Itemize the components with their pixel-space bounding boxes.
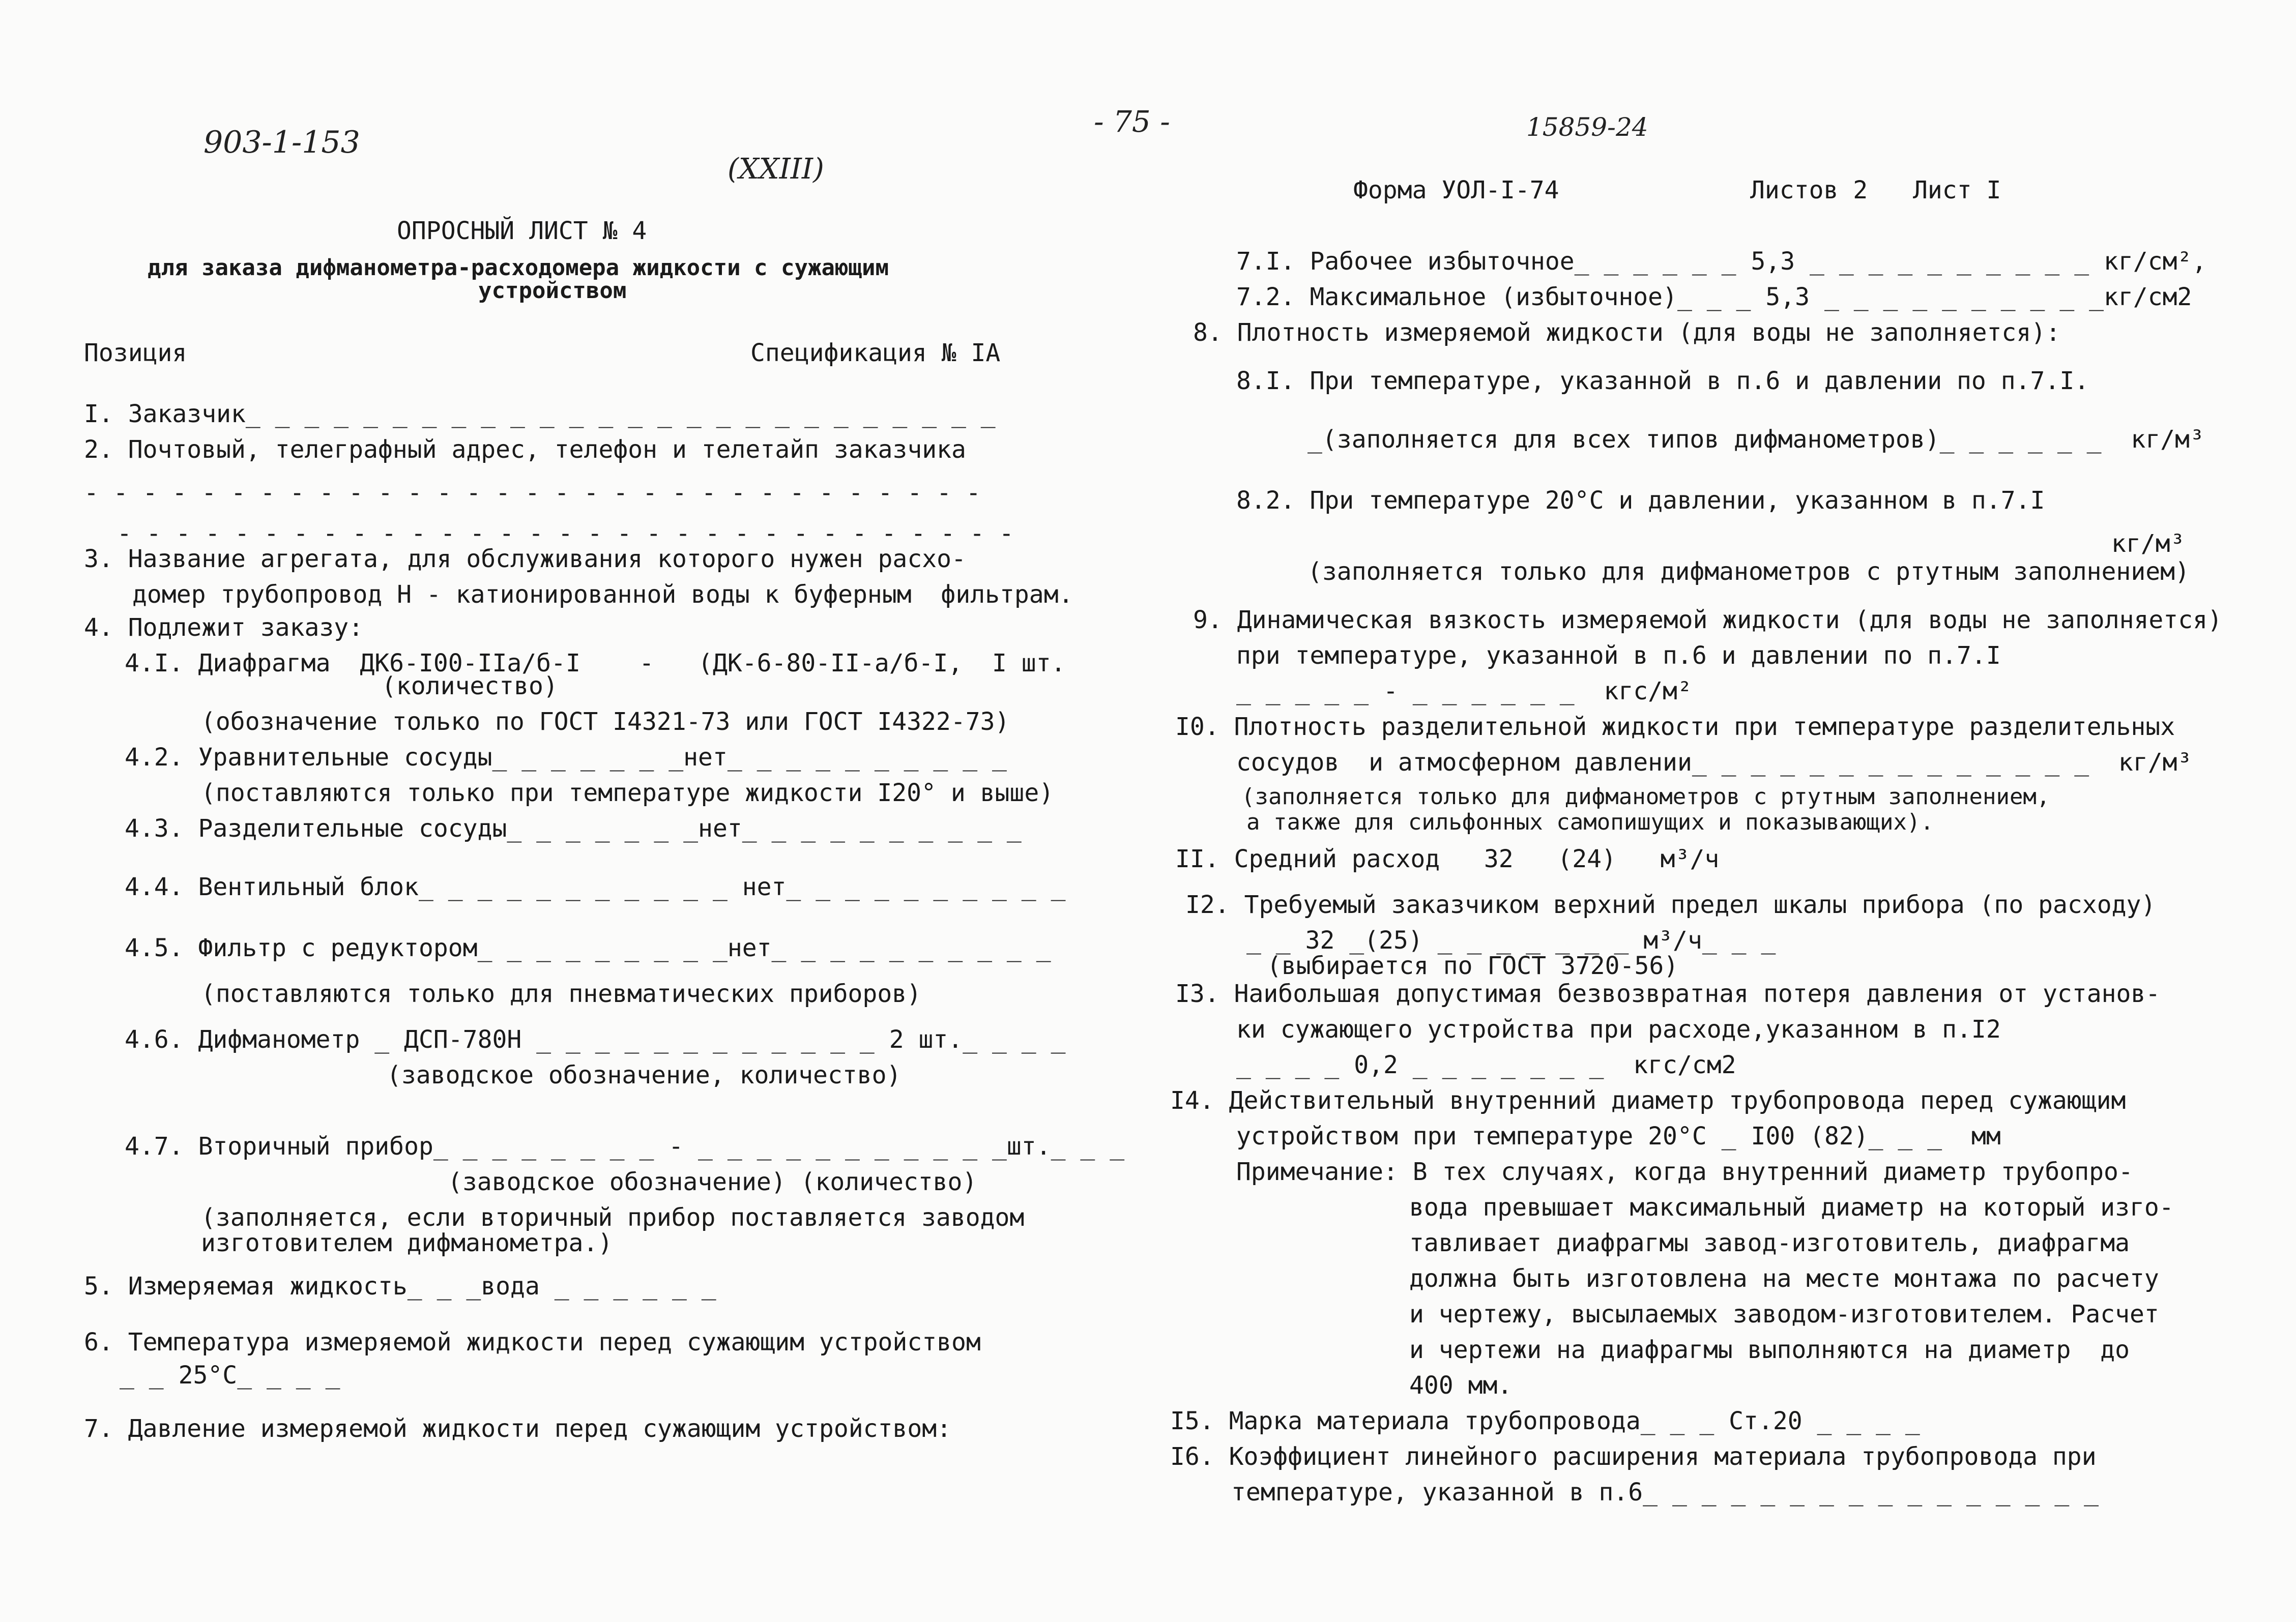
item-4-1-note: (обозначение только по ГОСТ I4321-73 или ГОСТ I4322-73) xyxy=(201,707,1010,736)
item-14: I4. Действительный внутренний диаметр трубопровода перед сужающим xyxy=(1170,1086,2126,1115)
doc-code: 15859-24 xyxy=(1526,112,1648,142)
project-code: 903-1-153 xyxy=(204,125,360,160)
item-13-value: _ _ _ _ 0,2 _ _ _ _ _ _ _ кгс/см2 xyxy=(1236,1051,1736,1079)
item-14-note-6: и чертежи на диафрагмы выполняются на диаметр до xyxy=(1409,1336,2130,1364)
item-4-4: 4.4. Вентильный блок_ _ _ _ _ _ _ _ _ _ _ нет_ _ _ _ _ _ _ _ _ _ xyxy=(125,873,1066,901)
item-14-note: Примечание: В тех случаях, когда внутренний диаметр трубопро- xyxy=(1236,1158,2133,1186)
item-8-2-note: (заполняется только для дифманометров с ртутным заполнением) xyxy=(1307,557,2190,586)
item-9-line-2: при температуре, указанной в п.6 и давлении по п.7.I xyxy=(1236,641,2001,670)
item-4-6-note: (заводское обозначение, количество) xyxy=(387,1061,902,1089)
item-10-line-2: сосудов и атмосферном давлении_ _ _ _ _ _ _ _ _ _ _ _ _ _ кг/м³ xyxy=(1236,748,2192,777)
item-12-note: (выбирается по ГОСТ 3720-56) xyxy=(1267,952,1679,980)
item-8-1-note: _(заполняется для всех типов дифманометров)_ _ _ _ _ _ кг/м³ xyxy=(1307,425,2204,454)
item-4-7: 4.7. Вторичный прибор_ _ _ _ _ _ _ _ - _ _ _ _ _ _ _ _ _ _ _шт._ _ _ xyxy=(125,1132,1125,1161)
item-14-note-3: тавливает диафрагмы завод-изготовитель, диафрагма xyxy=(1409,1229,2130,1257)
item-8-2-unit: кг/м³ xyxy=(2111,529,2185,558)
item-12-value: _ _ 32 _(25) _ _ _ _ _ _ _ м³/ч_ _ _ xyxy=(1246,926,1776,955)
item-4-2: 4.2. Уравнительные сосуды_ _ _ _ _ _ _нет_ _ _ _ _ _ _ _ _ _ xyxy=(125,743,1007,772)
item-8-1: 8.I. При температуре, указанной в п.6 и давлении по п.7.I. xyxy=(1236,367,2089,395)
doc-subtitle-1: для заказа дифманометра-расходомера жидкости с сужающим xyxy=(148,255,889,281)
item-7-1: 7.I. Рабочее избыточное_ _ _ _ _ _ 5,3 _ _ _ _ _ _ _ _ _ _ кг/см², xyxy=(1236,247,2207,276)
item-9-line-3: _ _ _ _ _ - _ _ _ _ _ _ кгс/м² xyxy=(1236,677,1692,705)
item-12: I2. Требуемый заказчиком верхний предел шкалы прибора (по расходу) xyxy=(1185,891,2156,919)
item-4-5-note: (поставляются только для пневматических приборов) xyxy=(201,980,922,1008)
item-16-line-2: температуре, указанной в п.6_ _ _ _ _ _ _ _ _ _ _ _ _ _ _ _ xyxy=(1231,1478,2099,1507)
item-14-note-7: 400 мм. xyxy=(1409,1371,1513,1400)
item-3-line-2: домер трубопровод Н - катионированной воды к буферным фильтрам. xyxy=(132,580,1073,609)
doc-title: ОПРОСНЫЙ ЛИСТ № 4 xyxy=(397,217,647,245)
item-8: 8. Плотность измеряемой жидкости (для воды не заполняется): xyxy=(1193,318,2061,347)
item-7: 7. Давление измеряемой жидкости перед сужающим устройством: xyxy=(84,1414,952,1443)
item-14-note-2: вода превышает максимальный диаметр на который изго- xyxy=(1409,1193,2174,1222)
item-7-2: 7.2. Максимальное (избыточное)_ _ _ 5,3 _ _ _ _ _ _ _ _ _ _кг/см2 xyxy=(1236,283,2192,311)
item-2: 2. Почтовый, телеграфный адрес, телефон и телетайп заказчика xyxy=(84,435,966,464)
item-10-note-2: а также для сильфонных самопишущих и показывающих). xyxy=(1246,809,1934,835)
item-2-dash-1: - - - - - - - - - - - - - - - - - - - - - - - - - - - - - - - xyxy=(84,479,981,507)
item-14-line-2: устройством при температуре 20°C _ I00 (82)_ _ _ мм xyxy=(1236,1122,2001,1151)
item-16: I6. Коэффициент линейного расширения материала трубопровода при xyxy=(1170,1442,2097,1471)
item-2-dash-2: - - - - - - - - - - - - - - - - - - - - - - - - - - - - - - - xyxy=(117,519,1014,548)
position-label: Позиция xyxy=(84,339,187,367)
item-15: I5. Марка материала трубопровода_ _ _ Ст.20 _ _ _ _ xyxy=(1170,1407,1920,1435)
item-13-line-2: ки сужающего устройства при расходе,указанном в п.I2 xyxy=(1236,1015,2001,1044)
roman-number: (XXIII) xyxy=(728,153,824,186)
item-8-2: 8.2. При температуре 20°C и давлении, указанном в п.7.I xyxy=(1236,486,2045,515)
item-10: I0. Плотность разделительной жидкости при температуре разделительных xyxy=(1175,713,2175,741)
spec-label: Спецификация № IA xyxy=(750,339,1001,367)
item-4-1-qty: (количество) xyxy=(382,672,558,700)
item-4-6: 4.6. Дифманометр _ ДСП-780Н _ _ _ _ _ _ _ _ _ _ _ _ 2 шт._ _ _ _ xyxy=(125,1025,1066,1054)
sheet-number: Лист I xyxy=(1913,176,2001,204)
item-13: I3. Наибольшая допустимая безвозвратная потеря давления от установ- xyxy=(1175,980,2161,1008)
page-number: - 75 - xyxy=(1094,104,1170,139)
item-4-1: 4.I. Диафрагма ДК6-I00-IIa/б-I - (ДК-6-80-II-а/б-I, I шт. xyxy=(125,649,1066,677)
doc-subtitle-2: устройством xyxy=(478,278,627,304)
item-4-7-note: (заводское обозначение) (количество) xyxy=(448,1168,977,1196)
item-4: 4. Подлежит заказу: xyxy=(84,613,364,642)
item-5: 5. Измеряемая жидкость_ _ _вода _ _ _ _ _ _ xyxy=(84,1272,716,1301)
item-4-7-note-3: изготовителем дифманометра.) xyxy=(201,1229,613,1257)
form-code: Форма УОЛ-I-74 xyxy=(1353,176,1559,204)
item-9: 9. Динамическая вязкость измеряемой жидкости (для воды не заполняется) xyxy=(1193,606,2222,634)
item-14-note-4: должна быть изготовлена на месте монтажа по расчету xyxy=(1409,1264,2159,1293)
item-3-line-1: 3. Название агрегата, для обслуживания которого нужен расхо- xyxy=(84,545,966,573)
item-14-note-5: и чертежу, высылаемых заводом-изготовителем. Расчет xyxy=(1409,1300,2159,1329)
sheets-total: Листов 2 xyxy=(1750,176,1868,204)
item-4-5: 4.5. Фильтр с редуктором_ _ _ _ _ _ _ _ _нет_ _ _ _ _ _ _ _ _ _ xyxy=(125,934,1051,962)
item-4-7-note-2: (заполняется, если вторичный прибор поставляется заводом xyxy=(201,1203,1025,1232)
item-1: I. Заказчик_ _ _ _ _ _ _ _ _ _ _ _ _ _ _ _ _ _ _ _ _ _ _ _ _ _ xyxy=(84,400,996,428)
item-6: 6. Температура измеряемой жидкости перед сужающим устройством xyxy=(84,1328,981,1356)
item-4-3: 4.3. Разделительные сосуды_ _ _ _ _ _ _нет_ _ _ _ _ _ _ _ _ _ xyxy=(125,814,1022,843)
item-4-2-note: (поставляются только при температуре жидкости I20° и выше) xyxy=(201,779,1054,807)
item-10-note-1: (заполняется только для дифманометров с ртутным заполнением, xyxy=(1241,784,2050,810)
item-11: II. Средний расход 32 (24) м³/ч xyxy=(1175,845,1720,873)
item-6-value: _ _ 25°C_ _ _ _ xyxy=(120,1361,340,1390)
